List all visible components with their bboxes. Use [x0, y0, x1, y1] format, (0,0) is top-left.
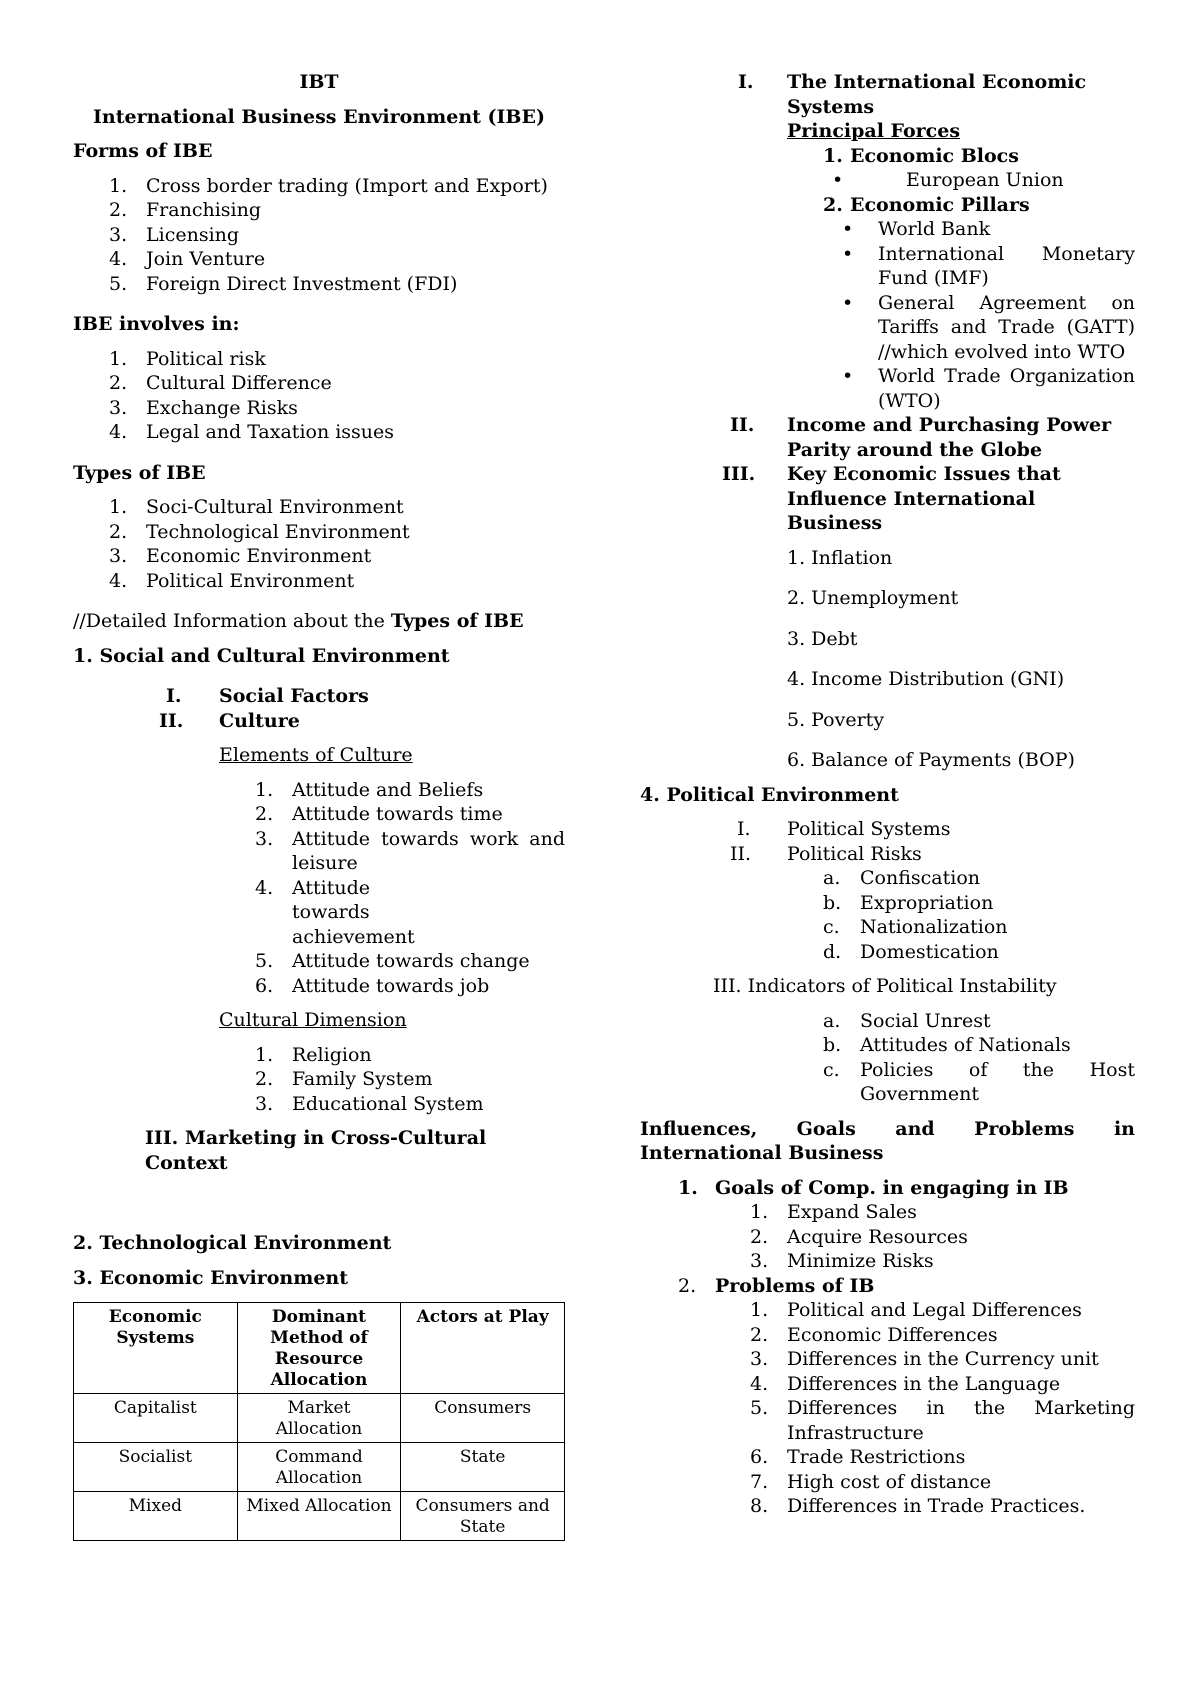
table-row [74, 1443, 565, 1492]
culture-item: II. Culture [159, 709, 300, 732]
detailed-info-note: //Detailed Information about the Types of IBE [73, 610, 524, 632]
marketing-heading: III. Marketing in Cross-Cultural Context [145, 1127, 487, 1174]
list-item: 5. Attitude towards change [255, 950, 530, 972]
list-item: 2. Technological Environment [109, 520, 410, 543]
list-item: 1. Cross border trading (Import and Export) [109, 174, 548, 197]
involves-list [73, 347, 565, 445]
table-cell: Mixed [74, 1492, 238, 1541]
forms-heading: Forms of IBE [73, 140, 213, 162]
table-header-row [74, 1303, 565, 1394]
list-item: c. Nationalization [823, 916, 1008, 938]
list-item: 4. Political Environment [109, 569, 355, 592]
elements-of-culture-heading: Elements of Culture [219, 744, 413, 766]
involves-heading: IBE involves in: [73, 313, 240, 335]
left-column [73, 70, 565, 1541]
list-item: 3. Economic Environment [109, 545, 372, 567]
list-item: 2. Family System [255, 1068, 433, 1090]
elements-list [73, 778, 565, 999]
list-item: 1. Political and Legal Differences [750, 1299, 1082, 1321]
list-item: 6. Balance of Payments (BOP) [787, 749, 1075, 771]
indicators-list [640, 1009, 1135, 1107]
list-item: 3. Debt [787, 627, 858, 650]
table-cell: Command Allocation [237, 1443, 401, 1492]
page-title: IBT [299, 71, 339, 93]
list-item: 4. Join Venture [109, 248, 266, 270]
table-header-cell: Economic Systems [74, 1303, 238, 1394]
list-item: • World Bank [842, 218, 991, 240]
list-item: 3. Attitude towards work and leisure [255, 827, 565, 874]
list-item: b. Expropriation [823, 891, 994, 914]
tech-heading: 2. Technological Environment [73, 1232, 392, 1254]
economic-systems-table [73, 1302, 565, 1541]
list-item: 1. Political risk [109, 347, 266, 370]
table-cell: Consumers and State [401, 1492, 565, 1541]
section-income-ppp: II. Income and Purchasing Power Parity around the Globe [730, 414, 1112, 461]
indicators-heading: III. Indicators of Political Instability [713, 975, 1057, 997]
goals-item: 1. Goals of Comp. in engaging in IB [678, 1176, 1069, 1199]
risks-list [640, 866, 1135, 964]
principal-forces-heading: Principal Forces [787, 120, 961, 142]
table-header-cell: Actors at Play [401, 1303, 565, 1394]
table-row [74, 1394, 565, 1443]
list-item: b. Attitudes of Nationals [823, 1034, 1071, 1056]
list-item: 3. Educational System [255, 1092, 484, 1115]
table-cell: Capitalist [74, 1394, 238, 1443]
dimensions-list [73, 1043, 565, 1117]
list-item: 4. Differences in the Language [750, 1372, 1061, 1395]
problems-item: 2. Problems of IB [678, 1274, 875, 1297]
list-item: 1. Expand Sales [750, 1201, 917, 1223]
list-item: 8. Differences in Trade Practices. [750, 1495, 1086, 1517]
table-cell: State [401, 1443, 565, 1492]
political-environment-heading: 4. Political Environment [640, 783, 899, 806]
issues-list [787, 546, 1135, 773]
list-item: • European Union [832, 169, 1064, 191]
pillars-list [640, 217, 1135, 413]
list-item: 1. Religion [255, 1043, 372, 1066]
table-cell: Mixed Allocation [237, 1492, 401, 1541]
list-item: 4. Income Distribution (GNI) [787, 668, 1065, 690]
section-key-economic-issues: III. Key Economic Issues that Influence International Business [722, 463, 1061, 534]
political-systems-item: I. Political Systems [737, 818, 951, 840]
social-factors-item: I. Social Factors [166, 685, 369, 707]
econ-heading: 3. Economic Environment [73, 1266, 348, 1289]
right-column [640, 70, 1135, 1519]
list-item: 3. Differences in the Currency unit [750, 1348, 1099, 1370]
page-subtitle: International Business Environment (IBE) [93, 105, 545, 128]
influences-heading: Influences, Goals and Problems in International Business [640, 1117, 1135, 1164]
list-item: 3. Exchange Risks [109, 396, 298, 419]
section-international-economic-systems: I. The International Economic Systems [738, 71, 1087, 118]
goals-list [640, 1200, 1135, 1274]
blocs-list [640, 168, 1135, 193]
list-item: 1. Attitude and Beliefs [255, 778, 484, 801]
list-item: 6. Attitude towards job [255, 974, 490, 997]
table-cell: Market Allocation [237, 1394, 401, 1443]
problems-list [640, 1298, 1135, 1519]
list-item: 1. Soci-Cultural Environment [109, 496, 404, 518]
list-item: 2. Franchising [109, 199, 262, 221]
list-item: 1. Inflation [787, 546, 893, 569]
list-item: a. Confiscation [823, 867, 980, 889]
economic-pillars-item: 2. Economic Pillars [823, 193, 1030, 216]
list-item: a. Social Unrest [823, 1009, 991, 1032]
cultural-dimension-heading: Cultural Dimension [219, 1009, 407, 1031]
economic-blocs-item: 1. Economic Blocs [823, 144, 1019, 167]
list-item: 3. Licensing [109, 223, 240, 246]
list-item: 5. Foreign Direct Investment (FDI) [109, 272, 458, 295]
table-cell: Consumers [401, 1394, 565, 1443]
list-item: 2. Unemployment [787, 587, 959, 609]
list-item: 3. Minimize Risks [750, 1250, 934, 1272]
list-item: 2. Cultural Difference [109, 372, 332, 394]
list-item: 2. Economic Differences [750, 1323, 998, 1346]
forms-list [73, 174, 565, 297]
list-item: • International Monetary Fund (IMF) [842, 242, 1135, 289]
table-cell: Socialist [74, 1443, 238, 1492]
list-item: 5. Differences in the Marketing Infrastructure [750, 1397, 1135, 1444]
types-list [73, 495, 565, 593]
list-item: • World Trade Organization (WTO) [842, 365, 1135, 412]
table-row [74, 1492, 565, 1541]
list-item: 7. High cost of distance [750, 1470, 992, 1493]
list-item: 4. Legal and Taxation issues [109, 421, 395, 443]
social-cultural-heading: 1. Social and Cultural Environment [73, 644, 450, 667]
list-item: • General Agreement on Tariffs and Trade (GATT) //which evolved into WTO [842, 291, 1135, 363]
list-item: 4. Attitude towards achievement [255, 876, 415, 948]
list-item: d. Domestication [823, 940, 999, 963]
table-header-cell: Dominant Method of Resource Allocation [237, 1303, 401, 1394]
list-item: 6. Trade Restrictions [750, 1446, 966, 1468]
political-risks-item: II. Political Risks [730, 842, 922, 865]
list-item: c. Policies of the Host Government [823, 1058, 1135, 1105]
list-item: 2. Attitude towards time [255, 803, 503, 825]
types-heading: Types of IBE [73, 461, 206, 484]
list-item: 2. Acquire Resources [750, 1225, 968, 1248]
list-item: 5. Poverty [787, 708, 885, 731]
